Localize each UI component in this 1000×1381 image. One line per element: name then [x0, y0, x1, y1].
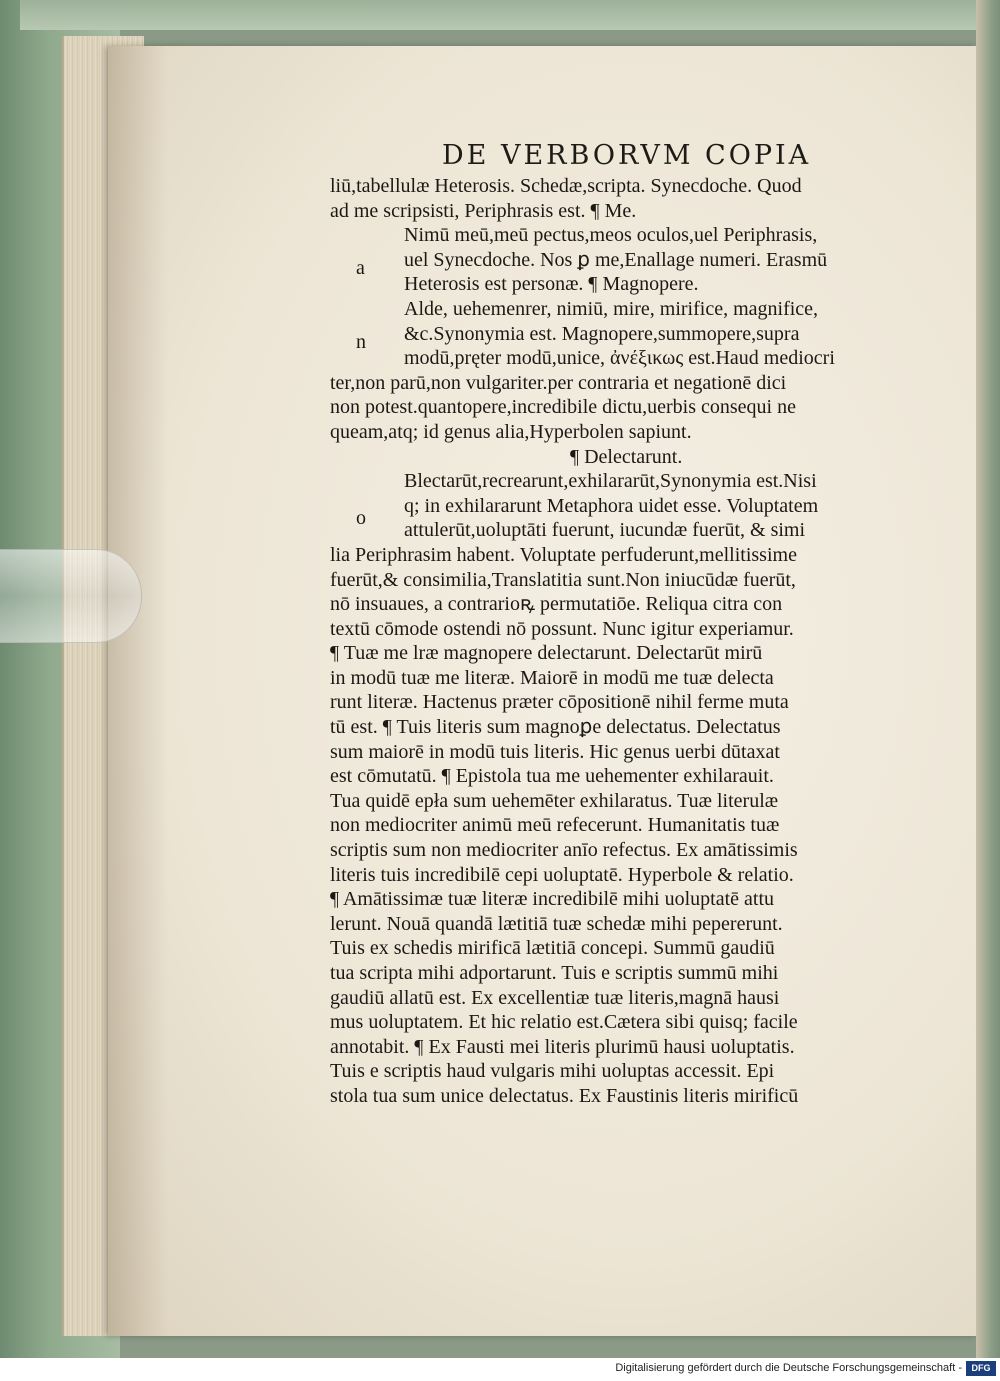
text-line: ad me scripsisti, Periphrasis est. ¶ Me. — [330, 199, 637, 222]
text-line: &c.Synonymia est. Magnopere,summopere,supra — [404, 322, 800, 345]
text-line: lia Periphrasim habent. Voluptate perfuderunt,mellitissime — [330, 543, 797, 566]
margin-note-o: o — [356, 507, 366, 529]
text-line: tua scripta mihi adportarunt. Tuis e scriptis summū mihi — [330, 962, 779, 984]
running-head: DE VERBORVM COPIA — [442, 140, 812, 171]
text-line: attulerūt,uoluptāti fuerunt, iucundæ fuerūt, & simi — [404, 519, 806, 542]
text-line: Tua quidē epła sum uehemēter exhilaratus. Tuæ literulæ — [330, 789, 779, 812]
text-line: est cōmutatū. ¶ Epistola tua me uehementer exhilarauit. — [330, 765, 774, 788]
text-line: Heterosis est personæ. ¶ Magnopere. — [404, 273, 699, 296]
margin-note-a: a — [356, 257, 365, 279]
text-line: Alde, uehemenrer, nimiū, mire, mirifice, magnifice, — [404, 297, 819, 320]
glass-weight — [0, 549, 142, 643]
text-line: stola tua sum unice delectatus. Ex Faustinis literis mirificū — [330, 1084, 799, 1107]
text-line: uel Synecdoche. Nos ꝑ me,Enallage numeri. Erasmū — [404, 248, 828, 271]
text-line: tū est. ¶ Tuis literis sum magnoꝑe delectatus. Delectatus — [330, 716, 781, 739]
text-line: fuerūt,& consimilia,Translatitia sunt.Non iniucūdæ fuerūt, — [330, 568, 796, 591]
section-heading: ¶ Delectarunt. — [570, 445, 683, 468]
gutter-shadow — [108, 46, 168, 1336]
text-line: non potest.quantopere,incredibile dictu,uerbis consequi ne — [330, 396, 796, 419]
text-line: Tuis ex schedis mirificā lætitiā concepi. Summū gaudiū — [330, 937, 775, 960]
text-line: non mediocriter animū meū refecerunt. Humanitatis tuæ — [330, 814, 780, 837]
text-line: scriptis sum non mediocriter anīo refectus. Ex amātissimis — [330, 839, 798, 862]
text-line: nō insuaues, a contrarioꝶ permutatiōe. Reliqua citra con — [330, 593, 783, 616]
text-line: textū cōmode ostendi nō possunt. Nunc igitur experiamur. — [330, 617, 794, 640]
text-block — [330, 174, 942, 1109]
text-line: Nimū meū,meū pectus,meos oculos,uel Periphrasis, — [404, 224, 818, 247]
text-line: mus uoluptatem. Et hic relatio est.Cætera sibi quisq; facile — [330, 1011, 798, 1034]
text-line: literis tuis incredibilē cepi uoluptatē. Hyperbole & relatio. — [330, 863, 794, 886]
text-line: annotabit. ¶ Ex Fausti mei literis plurimū hausi uoluptatis. — [330, 1035, 795, 1058]
text-line: queam,atq; id genus alia,Hyperbolen sapiunt. — [330, 420, 692, 443]
funding-credit: Digitalisierung gefördert durch die Deutsche Forschungsgemeinschaft - — [615, 1362, 962, 1374]
text-line: ¶ Tuæ me lræ magnopere delectarunt. Delectarūt mirū — [330, 642, 763, 665]
book-cover-top — [20, 0, 1000, 30]
text-line: lerunt. Nouā quandā lætitiā tuæ schedæ mihi pepererunt. — [330, 912, 783, 935]
footer-bar — [0, 1358, 1000, 1381]
text-line: ter,non parū,non vulgariter.per contraria et negationē dici — [330, 371, 787, 394]
book-cover-right — [976, 0, 1000, 1358]
text-line: q; in exhilararunt Metaphora uidet esse. Voluptatem — [404, 494, 819, 517]
text-line: Blectarūt,recrearunt,exhilararūt,Synonymia est.Nisi — [404, 470, 817, 493]
text-line: liū,tabellulæ Heterosis. Schedæ,scripta. Synecdoche. Quod — [330, 175, 802, 197]
text-line: Tuis e scriptis haud vulgaris mihi uoluptas accessit. Epi — [330, 1060, 775, 1083]
text-line: modū,pręter modū,unice, ἀνέξικως est.Haud mediocri — [404, 347, 835, 370]
text-line: gaudiū allatū est. Ex excellentiæ tuæ literis,magnā hausi — [330, 986, 780, 1009]
dfg-logo: DFG — [966, 1361, 996, 1376]
text-line: in modū tuæ me literæ. Maiorē in modū me tuæ delecta — [330, 666, 774, 689]
text-line: ¶ Amātissimæ tuæ literæ incredibilē mihi uoluptatē attu — [330, 888, 775, 911]
margin-note-n: n — [356, 331, 366, 353]
text-line: runt literæ. Hactenus præter cōpositionē nihil ferme muta — [330, 691, 789, 714]
text-line: sum maiorē in modū tuis literis. Hic genus uerbi dūtaxat — [330, 740, 780, 763]
